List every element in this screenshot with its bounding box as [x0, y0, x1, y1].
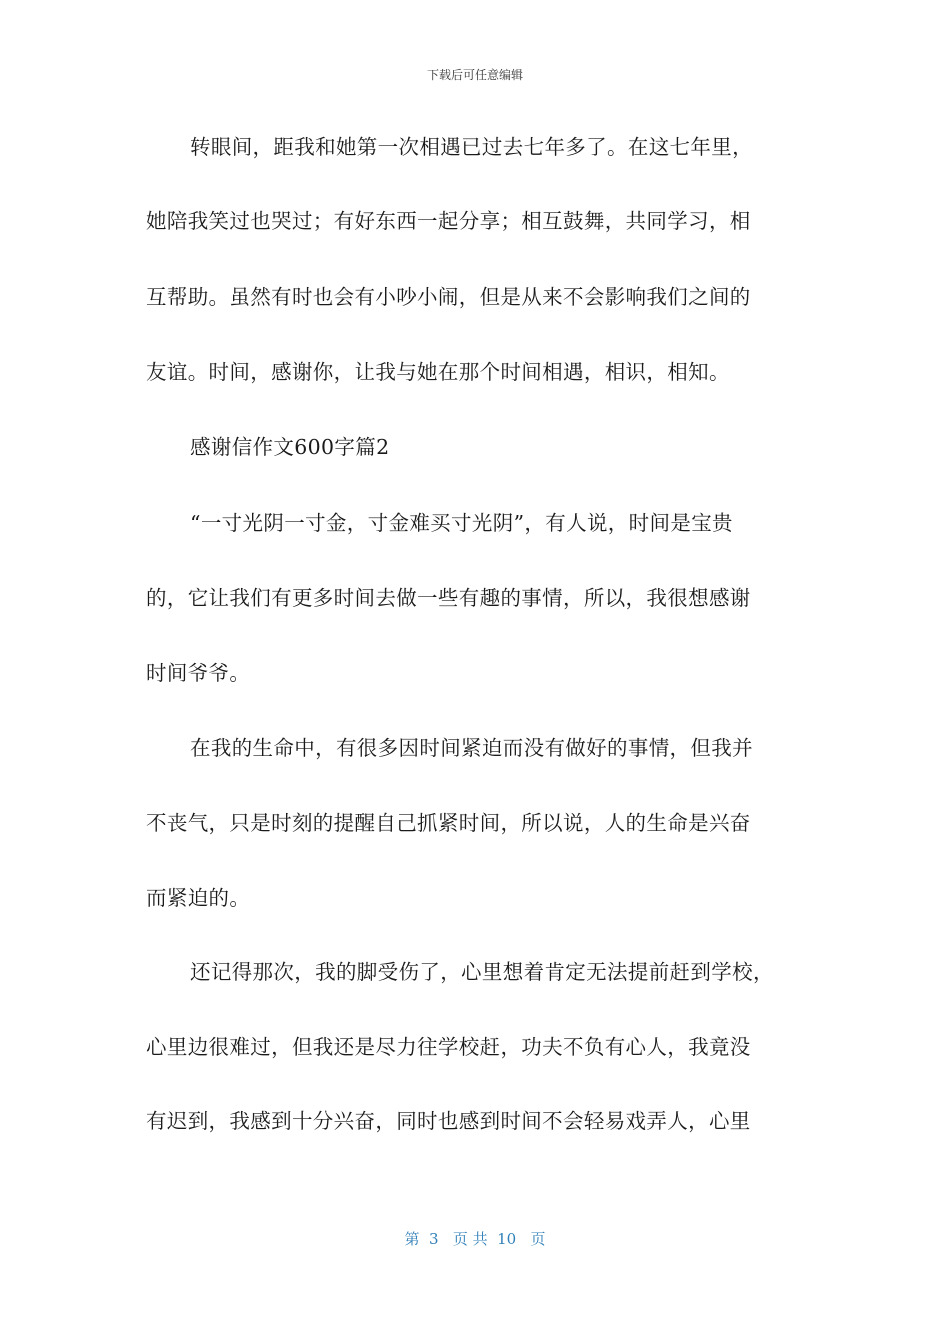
body-line: “一寸光阴一寸金，寸金难买寸光阴”，有人说，时间是宝贵	[190, 511, 733, 535]
body-line: 不丧气，只是时刻的提醒自己抓紧时间，所以说，人的生命是兴奋	[146, 811, 751, 835]
body-line: 友谊。时间，感谢你，让我与她在那个时间相遇，相识，相知。	[146, 360, 730, 384]
body-line: 在我的生命中，有很多因时间紧迫而没有做好的事情，但我并	[190, 736, 753, 760]
body-line: 而紧迫的。	[146, 886, 251, 910]
page-header: 下载后可任意编辑	[426, 68, 523, 82]
body-line: 她陪我笑过也哭过；有好东西一起分享；相互鼓舞，共同学习，相	[146, 209, 751, 233]
body-line: 的，它让我们有更多时间去做一些有趣的事情，所以，我很想感谢	[146, 586, 751, 610]
body-line: 时间爷爷。	[146, 661, 251, 685]
page-number-footer: 第 3 页 共 10 页	[404, 1230, 546, 1248]
body-line: 还记得那次，我的脚受伤了，心里想着肯定无法提前赶到学校，	[190, 960, 774, 984]
body-line: 互帮助。虽然有时也会有小吵小闹，但是从来不会影响我们之间的	[146, 285, 751, 309]
body-line: 心里边很难过，但我还是尽力往学校赶，功夫不负有心人，我竟没	[146, 1035, 751, 1059]
section-heading: 感谢信作文600字篇2	[190, 435, 390, 459]
body-line: 转眼间，距我和她第一次相遇已过去七年多了。在这七年里，	[190, 135, 753, 159]
body-line: 有迟到，我感到十分兴奋，同时也感到时间不会轻易戏弄人，心里	[146, 1109, 751, 1133]
